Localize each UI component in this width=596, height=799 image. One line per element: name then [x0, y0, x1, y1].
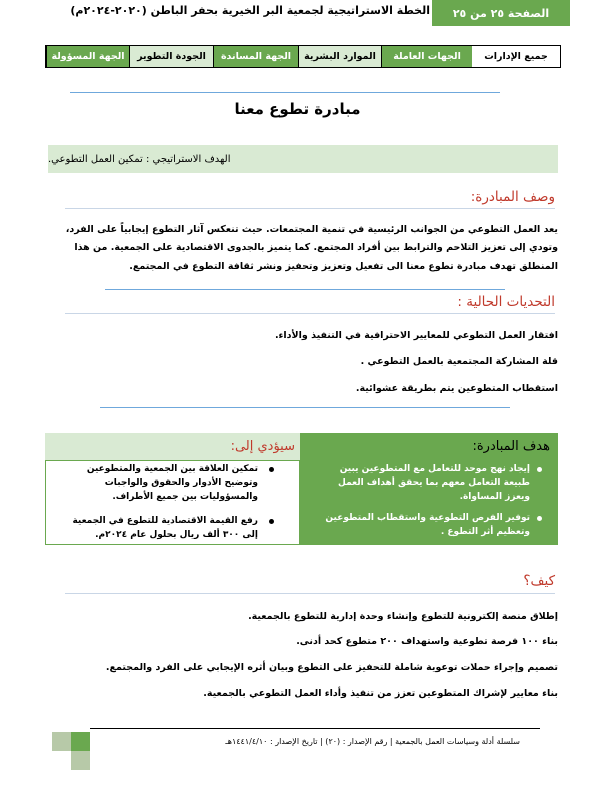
footer-decor-square	[71, 732, 90, 751]
description-line: يعد العمل التطوعي من الجوانب الرئيسية في تنمية المجتمعات. حيث تنعكس آثار التطوع إيجابياً على الفرد،	[65, 224, 558, 235]
outcome-bullet: رفع القيمة الاقتصادية للتطوع في الجمعية إلى ٣٠٠ ألف ريال بحلول عام ٢٠٢٤م.	[72, 516, 258, 540]
responsible-party-value: الجودة التطوير	[129, 46, 213, 67]
supporting-party-label: الجهة المساندة	[213, 46, 298, 67]
heading-rule	[65, 313, 555, 314]
footer-rule	[90, 728, 540, 729]
divider	[70, 92, 500, 93]
responsible-party-label: الجهة المسؤولة	[46, 46, 129, 67]
how-item: تصميم وإجراء حملات توعوية شاملة للتحفيز على التطوع وبيان أثره الإيجابي على الفرد والمجتمع.	[105, 662, 558, 673]
goal-bullet: توفير الفرص التطوعية واستقطاب المتطوعين وتعظيم أثر التطوع .	[325, 513, 530, 537]
how-heading: كيف؟	[523, 573, 555, 589]
footer-decor-square	[71, 751, 90, 770]
description-heading: وصف المبادرة:	[470, 189, 555, 205]
working-parties-value: جميع الإدارات	[472, 46, 560, 67]
document-title: الخطة الاستراتيجية لجمعية البر الخيرية بحفر الباطن (٢٠٢٠-٢٠٢٤م)	[70, 4, 430, 17]
bullet-icon	[537, 467, 542, 472]
responsibility-table	[45, 45, 561, 68]
divider	[100, 407, 510, 408]
heading-rule	[65, 208, 555, 209]
description-line: المنطلق تهدف مبادرة تطوع معنا الى تفعيل وتعزيز وتحفيز ونشر ثقافة التطوع في المجتمع.	[129, 261, 558, 272]
description-line: وتودي إلى تعزيز التلاحم والترابط بين أفراد المجتمع. كما يتميز بالجدوى الاقتصادية على الجمعية. من هذا	[74, 242, 558, 253]
footer-text: سلسلة أدلة وسياسات العمل بالجمعية | رقم الإصدار : (٢٠) | تاريخ الإصدار : ١٤٤١/٤/١٠هـ	[225, 737, 520, 746]
initiative-title: مبادرة تطوع معنا	[234, 100, 361, 118]
strategic-goal-box	[48, 145, 558, 173]
footer-decor-square	[52, 732, 71, 751]
challenge-item: استقطاب المتطوعين يتم بطريقة عشوائية.	[355, 383, 558, 394]
divider	[105, 289, 505, 290]
working-parties-label: الجهات العاملة	[381, 46, 472, 67]
goal-bullet: إيجاد نهج موحد للتعامل مع المتطوعين يبين طبيعة التعامل معهم بما يحقق أهداف العمل ويعزز المساواة.	[338, 464, 530, 502]
page-number-badge: الصفحة ٢٥ من ٢٥	[432, 0, 570, 26]
bullet-icon	[269, 467, 274, 472]
how-item: بناء ١٠٠ فرصة تطوعية واستهداف ٢٠٠ متطوع كحد أدنى.	[296, 636, 558, 647]
bullet-icon	[269, 519, 274, 524]
outcome-column-heading: سيؤدي إلى:	[230, 439, 295, 454]
challenges-heading: التحديات الحالية :	[457, 294, 555, 310]
goal-column-heading: هدف المبادرة:	[472, 439, 550, 454]
heading-rule	[65, 593, 555, 594]
how-item: بناء معايير لإشراك المتطوعين تعزز من تنفيذ وأداء العمل التطوعي بالجمعية.	[203, 688, 558, 699]
strategic-goal-text: الهدف الاستراتيجي : تمكين العمل التطوعي.	[48, 153, 231, 165]
challenge-item: قلة المشاركة المجتمعية بالعمل التطوعي .	[360, 356, 558, 367]
outcome-bullet: تمكين العلاقة بين الجمعية والمتطوعين وتوضيح الأدوار والحقوق والواجبات والمسؤوليات بين جميع الأطراف.	[86, 464, 258, 502]
bullet-icon	[537, 516, 542, 521]
how-item: إطلاق منصة إلكترونية للتطوع وإنشاء وحدة إدارية للتطوع بالجمعية.	[248, 611, 558, 622]
challenge-item: افتقار العمل التطوعي للمعايير الاحترافية في التنفيذ والأداء.	[274, 330, 558, 341]
supporting-party-value: الموارد البشرية	[298, 46, 381, 67]
